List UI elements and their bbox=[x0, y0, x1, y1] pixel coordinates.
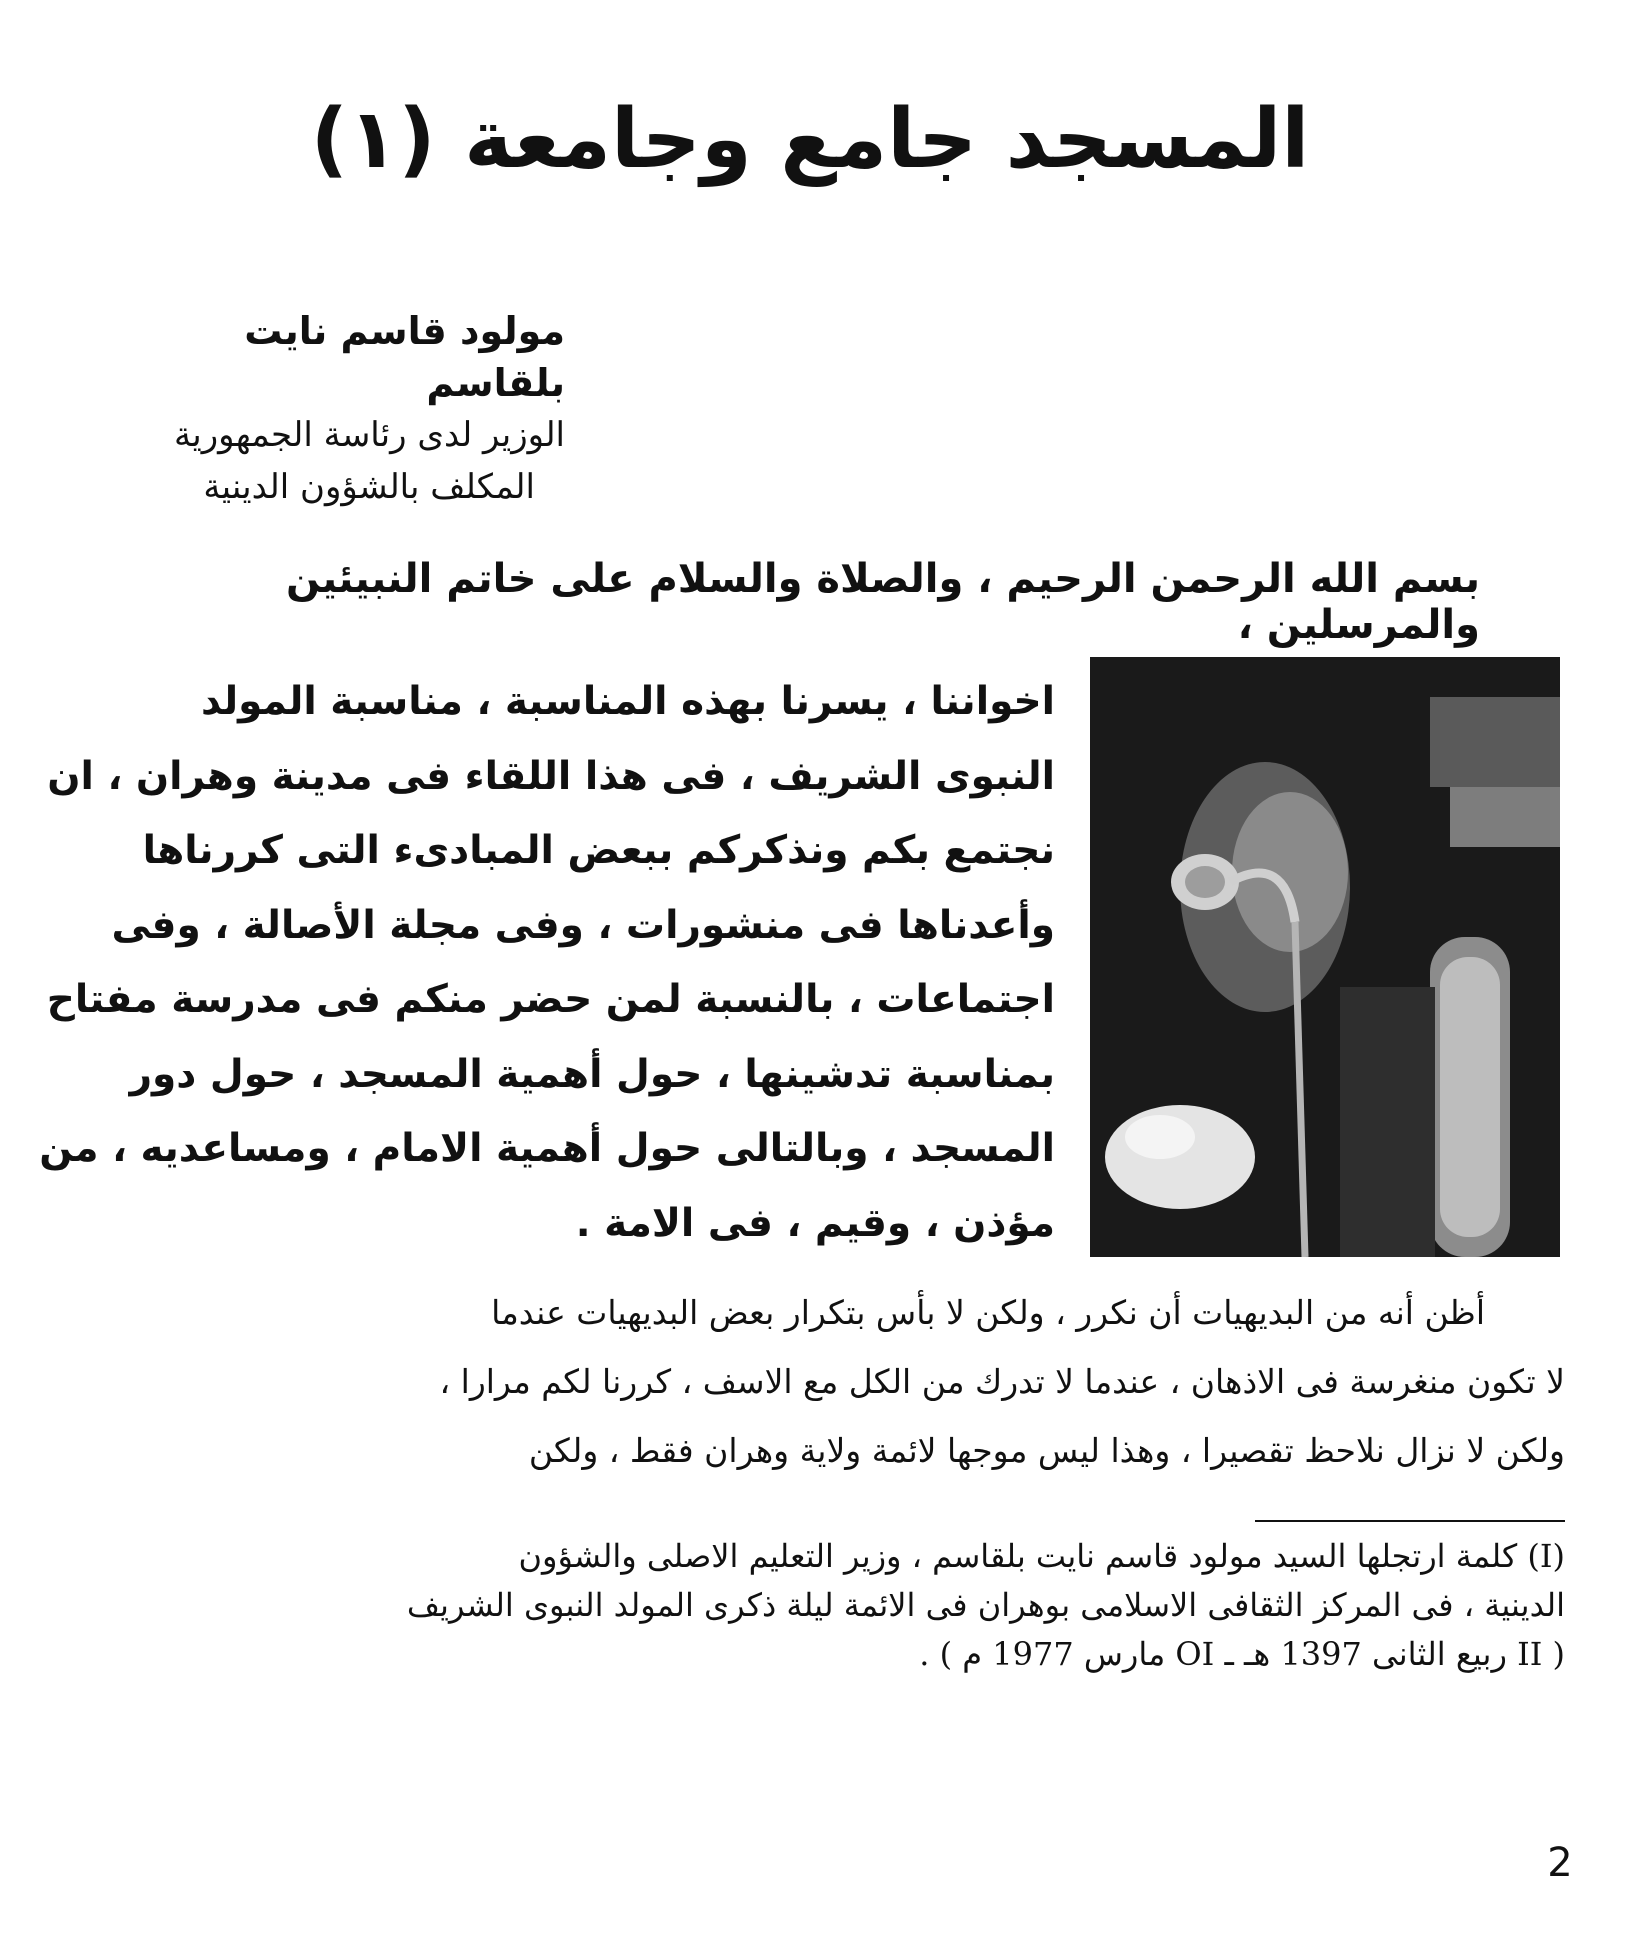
author-name: مولود قاسم نايت بلقاسم bbox=[244, 309, 565, 405]
footnote-line: (I) كلمة ارتجلها السيد مولود قاسم نايت بلقاسم ، وزير التعليم الاصلى والشؤون bbox=[518, 1537, 1565, 1575]
footnote-line: الدينية ، فى المركز الثقافى الاسلامى بوهران فى الائمة ليلة ذكرى المولد النبوى الشريف bbox=[406, 1586, 1565, 1624]
opening-paragraph-line: وأعدناها فى منشورات ، وفى مجلة الأصالة ، وفى bbox=[111, 902, 1055, 948]
page-title: المسجد جامع وجامعة (١) bbox=[310, 92, 1310, 187]
opening-paragraph-line: بمناسبة تدشينها ، حول أهمية المسجد ، حول دور bbox=[129, 1051, 1055, 1097]
author-role-line-1: الوزير لدى رئاسة الجمهورية bbox=[174, 415, 565, 455]
body-paragraph bbox=[95, 1278, 1565, 1485]
footnote-line: ( II ربيع الثانى 1397 هـ ـ OI مارس 1977 م ) . bbox=[919, 1635, 1565, 1673]
author-role-line-2: المكلف بالشؤون الدينية bbox=[203, 467, 535, 507]
footnote bbox=[95, 1532, 1565, 1679]
speaker-photo-illustration bbox=[1090, 657, 1560, 1257]
body-paragraph-line: أظن أنه من البديهيات أن نكرر ، ولكن لا بأس بتكرار بعض البديهيات عندما bbox=[491, 1293, 1485, 1332]
body-paragraph-line: لا تكون منغرسة فى الاذهان ، عندما لا تدرك من الكل مع الاسف ، كررنا لكم مرارا ، bbox=[439, 1362, 1565, 1401]
body-paragraph-line: ولكن لا نزال نلاحظ تقصيرا ، وهذا ليس موجها لائمة ولاية وهران فقط ، ولكن bbox=[528, 1431, 1565, 1470]
opening-paragraph bbox=[39, 665, 1055, 1261]
author-block bbox=[95, 305, 565, 513]
basmala-line: بسم الله الرحمن الرحيم ، والصلاة والسلام على خاتم النبيئين والمرسلين ، bbox=[285, 556, 1480, 648]
footnote-separator bbox=[1255, 1520, 1565, 1522]
page-number: 2 bbox=[1547, 1840, 1573, 1886]
opening-paragraph-line: المسجد ، وبالتالى حول أهمية الامام ، ومساعديه ، من bbox=[39, 1126, 1055, 1171]
opening-paragraph-line: اجتماعات ، بالنسبة لمن حضر منكم فى مدرسة مفتاح bbox=[46, 977, 1055, 1022]
opening-paragraph-line: النبوى الشريف ، فى هذا اللقاء فى مدينة وهران ، ان bbox=[47, 753, 1055, 799]
opening-paragraph-line: نجتمع بكم ونذكركم ببعض المبادىء التى كررناها bbox=[142, 828, 1055, 873]
opening-paragraph-line: اخواننا ، يسرنا بهذه المناسبة ، مناسبة المولد bbox=[200, 679, 1055, 724]
speaker-photo bbox=[1090, 657, 1560, 1257]
opening-paragraph-line: مؤذن ، وقيم ، فى الامة . bbox=[575, 1200, 1055, 1246]
